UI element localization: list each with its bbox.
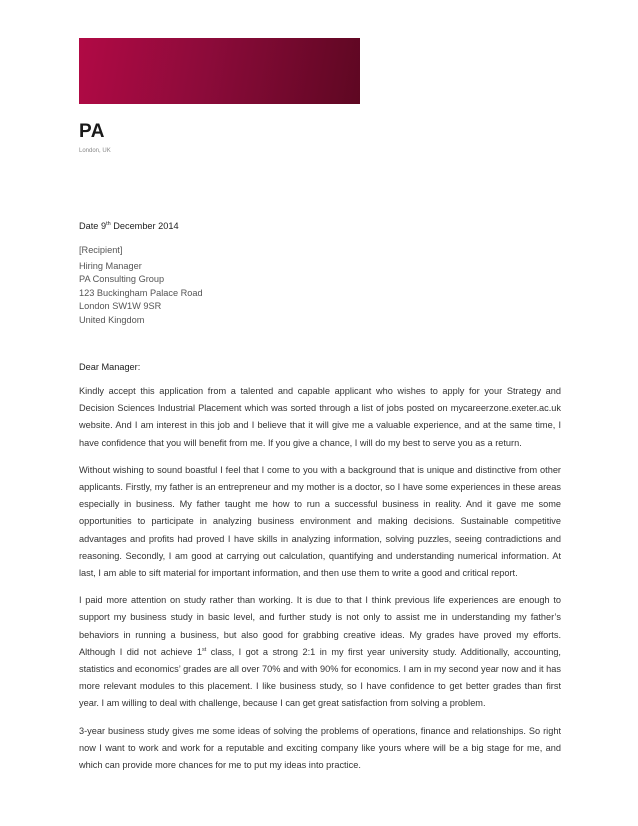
paragraph: Without wishing to sound boastful I feel that I come to you with a background that is unique and distinctive from other applicants. Firstly, my father is an entrepreneur and my mother is a doctor, so I have some experiences in these areas especially in business. My father taught me how to run a successful business in reality. And it gave me some opportunities to participate in analyzing business environment and making decisions. Sustainable competitive advantages and profits had proved I have skills in analyzing information, solving puzzles, seeing contradictions and reasoning. Secondly, I am good at carrying out calculation, quantifying and understanding numerical information. At last, I am able to sift material for important information, and then use them to write a good and critical report. [79,464,561,579]
recipient-placeholder: [Recipient] [79,245,123,255]
paragraph: I paid more attention on study rather than working. It is due to that I think previous life experiences are enough to support my business study in basic level, and further study is not only to assist me in understanding my father’s behaviors in running a business, but also good for grabbing creative ideas. My grades have proved my efforts. Although I did not achieve 1st class, I got a strong 2:1 in my first year university study. Additionally, accounting, statistics and economics’ grades are all over 70% and with 90% for economics. I am in my second year now and it has more relevant modules to this placement. I like business study, so I have confidence to get better grades than first year. I am willing to deal with challenge, because I can get great satisfaction from solving a problem. [79,595,561,709]
recipient-address [79,244,203,328]
letter-body [79,383,561,784]
address-line: London SW1W 9SR [79,301,162,312]
letter-date: Date 9th December 2014 [79,221,179,232]
address-line: Hiring Manager [79,260,142,271]
salutation: Dear Manager: [79,362,141,372]
address-line: 123 Buckingham Palace Road [79,287,203,298]
paragraph: 3-year business study gives me some ideas of solving the problems of operations, finance and relationships. So right now I want to work and work for a reputable and exciting company like yours where will be a big stage for me, and which can provide more chances for me to put my ideas into practice. [79,725,561,771]
applicant-location: London, UK [79,148,111,154]
address-line: PA Consulting Group [79,274,165,285]
applicant-name: PA [79,121,105,142]
address-line: United Kingdom [79,314,145,325]
paragraph: Kindly accept this application from a talented and capable applicant who wishes to apply for your Strategy and Decision Sciences Industrial Placement which was sorted through a list of jobs posted on mycareerzone.exeter.ac.uk website. And I am interest in this job and I believe that it will give me a valuable experience, and at the same time, I have confidence that you will benefit from me. If you give a chance, I will do my best to serve you as a return. [79,386,561,448]
header-banner [79,38,360,104]
